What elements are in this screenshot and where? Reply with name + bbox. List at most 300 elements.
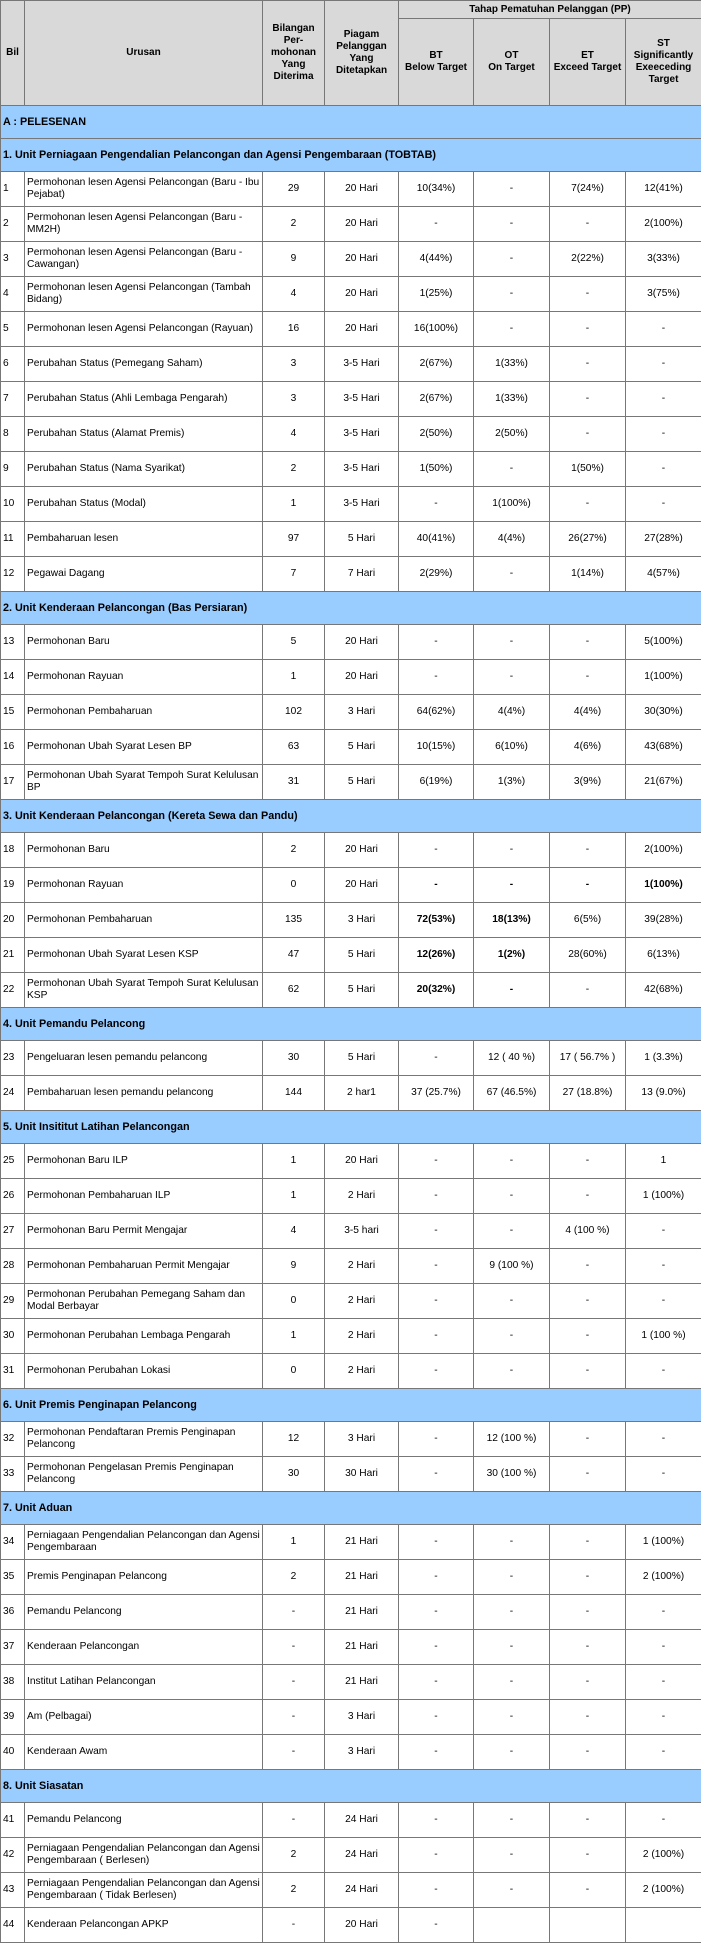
bil-cell: 29: [1, 1284, 25, 1319]
st-cell: -: [626, 382, 701, 417]
bil-cell: 41: [1, 1803, 25, 1838]
permohonan-count-cell: 1: [263, 1525, 325, 1560]
st-cell: 1(100%): [626, 868, 701, 903]
urusan-cell: Perniagaan Pengendalian Pelancongan dan Agensi Pengembaraan ( Berlesen): [25, 1838, 263, 1873]
ot-cell: 1(33%): [474, 382, 550, 417]
header-bilangan: Bilangan Per-mohonan Yang Diterima: [263, 1, 325, 106]
urusan-cell: Permohonan Pengelasan Premis Penginapan Pelancong: [25, 1457, 263, 1492]
urusan-cell: Perubahan Status (Alamat Premis): [25, 417, 263, 452]
bil-cell: 37: [1, 1630, 25, 1665]
ot-cell: -: [474, 1144, 550, 1179]
section-header-row: [1, 1492, 701, 1525]
bt-cell: 6(19%): [399, 765, 474, 800]
ot-cell: -: [474, 1284, 550, 1319]
bil-cell: 44: [1, 1908, 25, 1943]
piagam-cell: 21 Hari: [325, 1595, 399, 1630]
st-cell: -: [626, 417, 701, 452]
table-row: [1, 417, 701, 452]
permohonan-count-cell: 4: [263, 417, 325, 452]
bt-cell: 10(15%): [399, 730, 474, 765]
bil-cell: 40: [1, 1735, 25, 1770]
urusan-cell: Permohonan Pembaharuan ILP: [25, 1179, 263, 1214]
permohonan-count-cell: 1: [263, 660, 325, 695]
bt-cell: -: [399, 207, 474, 242]
ot-cell: 4(4%): [474, 695, 550, 730]
et-cell: 1(50%): [550, 452, 626, 487]
st-cell: 2 (100%): [626, 1838, 701, 1873]
table-row: [1, 1630, 701, 1665]
ot-cell: 9 (100 %): [474, 1249, 550, 1284]
table-row: [1, 660, 701, 695]
ot-cell: -: [474, 868, 550, 903]
urusan-cell: Perubahan Status (Modal): [25, 487, 263, 522]
urusan-cell: Permohonan Baru: [25, 625, 263, 660]
urusan-cell: Permohonan lesen Agensi Pelancongan (Tambah Bidang): [25, 277, 263, 312]
table-row: [1, 1214, 701, 1249]
bil-cell: 20: [1, 903, 25, 938]
et-cell: 26(27%): [550, 522, 626, 557]
ot-cell: 12 (100 %): [474, 1422, 550, 1457]
permohonan-count-cell: 3: [263, 382, 325, 417]
urusan-cell: Permohonan Perubahan Lokasi: [25, 1354, 263, 1389]
et-cell: -: [550, 1560, 626, 1595]
header-bil: Bil: [1, 1, 25, 106]
table-row: [1, 1041, 701, 1076]
permohonan-count-cell: 47: [263, 938, 325, 973]
table-row: [1, 1595, 701, 1630]
st-cell: 43(68%): [626, 730, 701, 765]
urusan-cell: Perubahan Status (Pemegang Saham): [25, 347, 263, 382]
piagam-cell: 3-5 Hari: [325, 487, 399, 522]
table-row: [1, 868, 701, 903]
bt-cell: -: [399, 833, 474, 868]
st-cell: -: [626, 1630, 701, 1665]
urusan-cell: Pembaharuan lesen pemandu pelancong: [25, 1076, 263, 1111]
piagam-cell: 3 Hari: [325, 695, 399, 730]
urusan-cell: Pengeluaran lesen pemandu pelancong: [25, 1041, 263, 1076]
urusan-cell: Institut Latihan Pelancongan: [25, 1665, 263, 1700]
permohonan-count-cell: 7: [263, 557, 325, 592]
piagam-cell: 3-5 Hari: [325, 452, 399, 487]
piagam-cell: 30 Hari: [325, 1457, 399, 1492]
et-cell: -: [550, 1525, 626, 1560]
piagam-cell: 24 Hari: [325, 1873, 399, 1908]
ot-cell: -: [474, 1179, 550, 1214]
header-tahap-pematuhan: Tahap Pematuhan Pelanggan (PP): [399, 1, 701, 19]
bil-cell: 12: [1, 557, 25, 592]
ot-cell: 4(4%): [474, 522, 550, 557]
ot-cell: -: [474, 1595, 550, 1630]
bt-cell: 37 (25.7%): [399, 1076, 474, 1111]
bt-cell: -: [399, 1630, 474, 1665]
st-cell: 2(100%): [626, 207, 701, 242]
bil-cell: 15: [1, 695, 25, 730]
st-cell: 3(75%): [626, 277, 701, 312]
ot-cell: -: [474, 1630, 550, 1665]
section-title: 2. Unit Kenderaan Pelancongan (Bas Persiaran): [1, 592, 701, 625]
st-cell: 39(28%): [626, 903, 701, 938]
et-cell: -: [550, 347, 626, 382]
table-row: [1, 1319, 701, 1354]
st-cell: -: [626, 1422, 701, 1457]
urusan-cell: Permohonan lesen Agensi Pelancongan (Baru - Ibu Pejabat): [25, 172, 263, 207]
bt-cell: 20(32%): [399, 973, 474, 1008]
st-cell: -: [626, 1665, 701, 1700]
piagam-cell: 5 Hari: [325, 522, 399, 557]
bil-cell: 21: [1, 938, 25, 973]
table-row: [1, 973, 701, 1008]
ot-cell: 12 ( 40 %): [474, 1041, 550, 1076]
permohonan-count-cell: 63: [263, 730, 325, 765]
table-row: [1, 1179, 701, 1214]
et-cell: -: [550, 1319, 626, 1354]
bil-cell: 6: [1, 347, 25, 382]
bt-cell: -: [399, 1214, 474, 1249]
urusan-cell: Permohonan lesen Agensi Pelancongan (Baru - MM2H): [25, 207, 263, 242]
piagam-cell: 2 Hari: [325, 1249, 399, 1284]
permohonan-count-cell: 2: [263, 452, 325, 487]
st-cell: 3(33%): [626, 242, 701, 277]
et-cell: -: [550, 625, 626, 660]
bil-cell: 27: [1, 1214, 25, 1249]
bt-cell: -: [399, 1144, 474, 1179]
et-cell: -: [550, 1284, 626, 1319]
bt-cell: -: [399, 868, 474, 903]
section-header-row: [1, 1389, 701, 1422]
permohonan-count-cell: 135: [263, 903, 325, 938]
et-cell: 2(22%): [550, 242, 626, 277]
ot-cell: -: [474, 242, 550, 277]
table-row: [1, 765, 701, 800]
piagam-cell: 20 Hari: [325, 312, 399, 347]
piagam-cell: 21 Hari: [325, 1665, 399, 1700]
table-row: [1, 522, 701, 557]
piagam-cell: 5 Hari: [325, 730, 399, 765]
permohonan-count-cell: -: [263, 1665, 325, 1700]
urusan-cell: Perubahan Status (Ahli Lembaga Pengarah): [25, 382, 263, 417]
bt-cell: 4(44%): [399, 242, 474, 277]
st-cell: -: [626, 312, 701, 347]
piagam-cell: 2 Hari: [325, 1319, 399, 1354]
et-cell: -: [550, 1457, 626, 1492]
urusan-cell: Kenderaan Awam: [25, 1735, 263, 1770]
table-row: [1, 242, 701, 277]
bt-cell: 1(50%): [399, 452, 474, 487]
urusan-cell: Kenderaan Pelancongan APKP: [25, 1908, 263, 1943]
bt-cell: -: [399, 660, 474, 695]
urusan-cell: Permohonan Pembaharuan: [25, 903, 263, 938]
et-cell: -: [550, 660, 626, 695]
st-cell: -: [626, 347, 701, 382]
section-title: 8. Unit Siasatan: [1, 1770, 701, 1803]
permohonan-count-cell: 16: [263, 312, 325, 347]
et-cell: 1(14%): [550, 557, 626, 592]
ot-cell: -: [474, 1803, 550, 1838]
table-row: [1, 730, 701, 765]
st-cell: -: [626, 1803, 701, 1838]
section-title: 6. Unit Premis Penginapan Pelancong: [1, 1389, 701, 1422]
piagam-cell: 3-5 Hari: [325, 347, 399, 382]
et-cell: -: [550, 1873, 626, 1908]
st-cell: -: [626, 452, 701, 487]
permohonan-count-cell: 9: [263, 242, 325, 277]
section-header-row: [1, 592, 701, 625]
st-cell: 42(68%): [626, 973, 701, 1008]
section-title: 7. Unit Aduan: [1, 1492, 701, 1525]
urusan-cell: Kenderaan Pelancongan: [25, 1630, 263, 1665]
bt-cell: -: [399, 487, 474, 522]
st-cell: -: [626, 1354, 701, 1389]
urusan-cell: Permohonan Pembaharuan: [25, 695, 263, 730]
urusan-cell: Premis Penginapan Pelancong: [25, 1560, 263, 1595]
piagam-cell: 20 Hari: [325, 1908, 399, 1943]
permohonan-count-cell: 9: [263, 1249, 325, 1284]
st-cell: -: [626, 1700, 701, 1735]
bil-cell: 25: [1, 1144, 25, 1179]
et-cell: 28(60%): [550, 938, 626, 973]
permohonan-count-cell: 31: [263, 765, 325, 800]
header-urusan: Urusan: [25, 1, 263, 106]
permohonan-count-cell: 2: [263, 207, 325, 242]
bil-cell: 8: [1, 417, 25, 452]
ot-cell: -: [474, 1214, 550, 1249]
et-cell: 4(6%): [550, 730, 626, 765]
et-cell: -: [550, 1735, 626, 1770]
bt-cell: 16(100%): [399, 312, 474, 347]
bt-cell: 40(41%): [399, 522, 474, 557]
st-cell: [626, 1908, 701, 1943]
ot-cell: -: [474, 1700, 550, 1735]
ot-cell: [474, 1908, 550, 1943]
bt-cell: -: [399, 1284, 474, 1319]
table-row: [1, 1908, 701, 1943]
permohonan-count-cell: 0: [263, 1284, 325, 1319]
urusan-cell: Permohonan Perubahan Pemegang Saham dan Modal Berbayar: [25, 1284, 263, 1319]
bil-cell: 28: [1, 1249, 25, 1284]
urusan-cell: Pembaharuan lesen: [25, 522, 263, 557]
bt-cell: -: [399, 1422, 474, 1457]
piagam-cell: 3 Hari: [325, 1700, 399, 1735]
permohonan-count-cell: -: [263, 1803, 325, 1838]
bil-cell: 18: [1, 833, 25, 868]
st-cell: 13 (9.0%): [626, 1076, 701, 1111]
permohonan-count-cell: 0: [263, 1354, 325, 1389]
bil-cell: 10: [1, 487, 25, 522]
ot-cell: -: [474, 207, 550, 242]
bil-cell: 17: [1, 765, 25, 800]
et-cell: -: [550, 312, 626, 347]
piagam-cell: 5 Hari: [325, 765, 399, 800]
section-header-row: [1, 1770, 701, 1803]
table-row: [1, 487, 701, 522]
table-row: [1, 1735, 701, 1770]
st-cell: 21(67%): [626, 765, 701, 800]
et-cell: -: [550, 1422, 626, 1457]
permohonan-count-cell: 2: [263, 1873, 325, 1908]
bil-cell: 19: [1, 868, 25, 903]
et-cell: -: [550, 868, 626, 903]
st-cell: 5(100%): [626, 625, 701, 660]
bil-cell: 3: [1, 242, 25, 277]
header-ot: OT On Target: [474, 19, 550, 106]
urusan-cell: Permohonan Ubah Syarat Tempoh Surat Kelulusan KSP: [25, 973, 263, 1008]
table-row: [1, 625, 701, 660]
bt-cell: -: [399, 1908, 474, 1943]
bil-cell: 32: [1, 1422, 25, 1457]
st-cell: 6(13%): [626, 938, 701, 973]
bil-cell: 4: [1, 277, 25, 312]
piagam-cell: 24 Hari: [325, 1803, 399, 1838]
et-cell: -: [550, 973, 626, 1008]
permohonan-count-cell: 30: [263, 1041, 325, 1076]
urusan-cell: Perubahan Status (Nama Syarikat): [25, 452, 263, 487]
urusan-cell: Perniagaan Pengendalian Pelancongan dan Agensi Pengembaraan ( Tidak Berlesen): [25, 1873, 263, 1908]
bt-cell: -: [399, 625, 474, 660]
st-cell: 4(57%): [626, 557, 701, 592]
ot-cell: -: [474, 1560, 550, 1595]
table-row: [1, 1665, 701, 1700]
st-cell: 2 (100%): [626, 1560, 701, 1595]
st-cell: -: [626, 1595, 701, 1630]
urusan-cell: Am (Pelbagai): [25, 1700, 263, 1735]
ot-cell: -: [474, 1525, 550, 1560]
table-row: [1, 382, 701, 417]
table-row: [1, 1560, 701, 1595]
ot-cell: 1(3%): [474, 765, 550, 800]
bt-cell: 2(67%): [399, 347, 474, 382]
piagam-cell: 2 har1: [325, 1076, 399, 1111]
st-cell: 30(30%): [626, 695, 701, 730]
permohonan-count-cell: 2: [263, 1838, 325, 1873]
bt-cell: 72(53%): [399, 903, 474, 938]
permohonan-count-cell: 144: [263, 1076, 325, 1111]
piagam-cell: 20 Hari: [325, 207, 399, 242]
ot-cell: -: [474, 557, 550, 592]
section-title: 1. Unit Perniagaan Pengendalian Pelancongan dan Agensi Pengembaraan (TOBTAB): [1, 139, 701, 172]
permohonan-count-cell: 102: [263, 695, 325, 730]
bil-cell: 14: [1, 660, 25, 695]
bt-cell: -: [399, 1700, 474, 1735]
et-cell: 7(24%): [550, 172, 626, 207]
table-row: [1, 1076, 701, 1111]
table-row: [1, 903, 701, 938]
bt-cell: -: [399, 1525, 474, 1560]
piagam-cell: 3 Hari: [325, 1735, 399, 1770]
urusan-cell: Permohonan Ubah Syarat Lesen KSP: [25, 938, 263, 973]
st-cell: 1 (100%): [626, 1179, 701, 1214]
permohonan-count-cell: 3: [263, 347, 325, 382]
piagam-cell: 20 Hari: [325, 660, 399, 695]
et-cell: -: [550, 1249, 626, 1284]
table-row: [1, 172, 701, 207]
bt-cell: -: [399, 1179, 474, 1214]
section-header-row: [1, 1008, 701, 1041]
et-cell: -: [550, 277, 626, 312]
permohonan-count-cell: 30: [263, 1457, 325, 1492]
ot-cell: -: [474, 1735, 550, 1770]
urusan-cell: Permohonan Baru ILP: [25, 1144, 263, 1179]
header-et: ET Exceed Target: [550, 19, 626, 106]
bil-cell: 5: [1, 312, 25, 347]
permohonan-count-cell: 2: [263, 1560, 325, 1595]
st-cell: 2(100%): [626, 833, 701, 868]
section-title: A : PELESENAN: [1, 106, 701, 139]
table-row: [1, 347, 701, 382]
bil-cell: 39: [1, 1700, 25, 1735]
permohonan-count-cell: 5: [263, 625, 325, 660]
bil-cell: 34: [1, 1525, 25, 1560]
urusan-cell: Pemandu Pelancong: [25, 1595, 263, 1630]
bil-cell: 30: [1, 1319, 25, 1354]
piagam-cell: 2 Hari: [325, 1354, 399, 1389]
permohonan-count-cell: 1: [263, 1179, 325, 1214]
table-row: [1, 1838, 701, 1873]
et-cell: -: [550, 1144, 626, 1179]
urusan-cell: Pemandu Pelancong: [25, 1803, 263, 1838]
bil-cell: 38: [1, 1665, 25, 1700]
st-cell: 1 (3.3%): [626, 1041, 701, 1076]
table-row: [1, 1525, 701, 1560]
piagam-cell: 20 Hari: [325, 242, 399, 277]
bt-cell: -: [399, 1838, 474, 1873]
table-row: [1, 452, 701, 487]
bt-cell: -: [399, 1319, 474, 1354]
st-cell: -: [626, 487, 701, 522]
table-row: [1, 277, 701, 312]
permohonan-count-cell: 2: [263, 833, 325, 868]
bt-cell: 64(62%): [399, 695, 474, 730]
ot-cell: -: [474, 1838, 550, 1873]
et-cell: 17 ( 56.7% ): [550, 1041, 626, 1076]
bil-cell: 36: [1, 1595, 25, 1630]
urusan-cell: Permohonan Ubah Syarat Tempoh Surat Kelulusan BP: [25, 765, 263, 800]
bil-cell: 26: [1, 1179, 25, 1214]
ot-cell: -: [474, 312, 550, 347]
header-bt: BT Below Target: [399, 19, 474, 106]
ot-cell: -: [474, 1354, 550, 1389]
bil-cell: 11: [1, 522, 25, 557]
table-row: [1, 1249, 701, 1284]
st-cell: -: [626, 1457, 701, 1492]
permohonan-count-cell: 0: [263, 868, 325, 903]
table-row: [1, 1700, 701, 1735]
piagam-cell: 3 Hari: [325, 903, 399, 938]
bt-cell: -: [399, 1457, 474, 1492]
et-cell: -: [550, 1179, 626, 1214]
st-cell: 1: [626, 1144, 701, 1179]
permohonan-count-cell: -: [263, 1630, 325, 1665]
bt-cell: 2(67%): [399, 382, 474, 417]
section-title: 5. Unit Insititut Latihan Pelancongan: [1, 1111, 701, 1144]
ot-cell: 18(13%): [474, 903, 550, 938]
table-row: [1, 1144, 701, 1179]
st-cell: -: [626, 1249, 701, 1284]
bt-cell: -: [399, 1665, 474, 1700]
table-row: [1, 557, 701, 592]
et-cell: -: [550, 1595, 626, 1630]
permohonan-count-cell: 4: [263, 277, 325, 312]
table-row: [1, 1354, 701, 1389]
piagam-cell: 3-5 Hari: [325, 382, 399, 417]
piagam-cell: 3-5 hari: [325, 1214, 399, 1249]
ot-cell: -: [474, 833, 550, 868]
bt-cell: -: [399, 1041, 474, 1076]
ot-cell: 67 (46.5%): [474, 1076, 550, 1111]
bt-cell: -: [399, 1595, 474, 1630]
bil-cell: 22: [1, 973, 25, 1008]
urusan-cell: Permohonan Baru Permit Mengajar: [25, 1214, 263, 1249]
et-cell: 27 (18.8%): [550, 1076, 626, 1111]
